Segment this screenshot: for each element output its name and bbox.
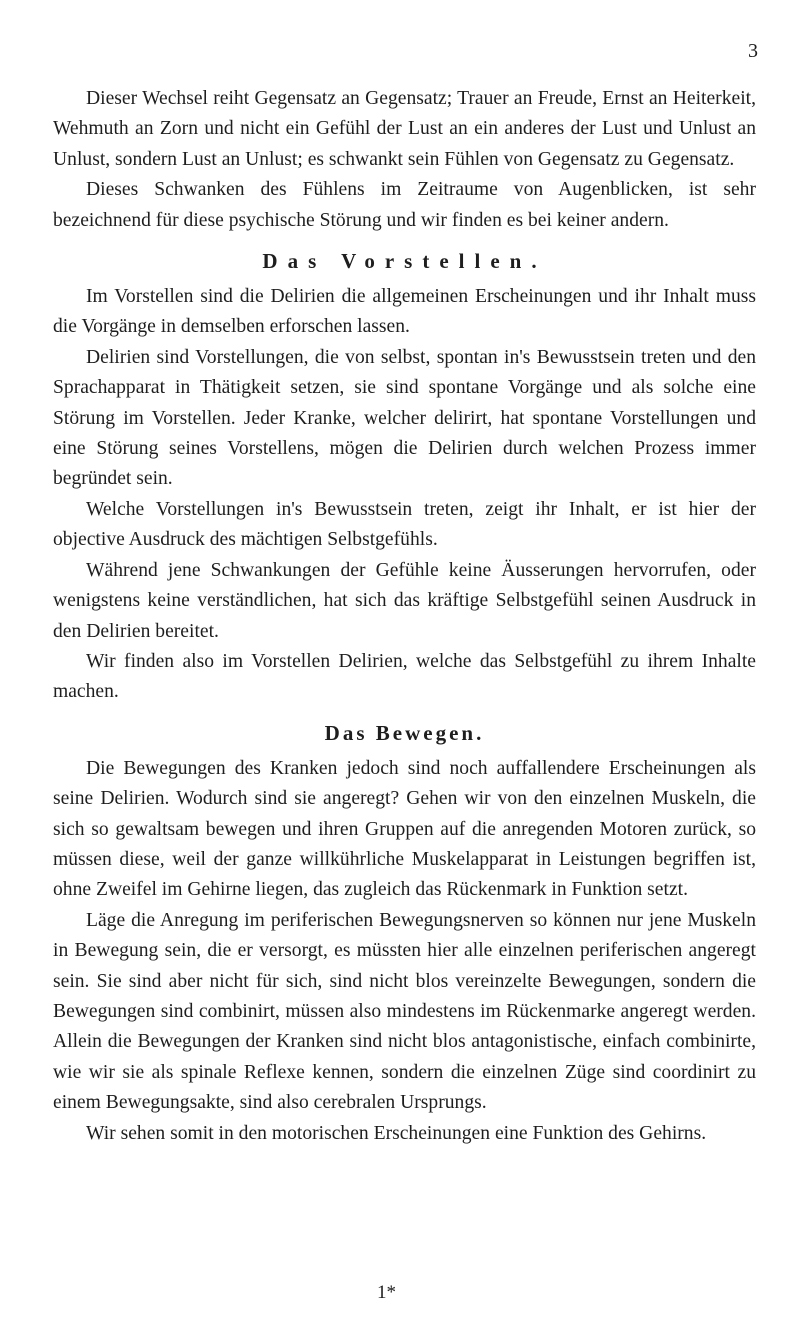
paragraph: Dieses Schwanken des Fühlens im Zeitraume von Augenblicken, ist sehr bezeichnend für diese psychische Störung und wir finden es bei keiner andern.: [53, 179, 756, 231]
paragraph: Welche Vorstellungen in's Bewusstsein treten, zeigt ihr Inhalt, er ist hier der objective Ausdruck des mächtigen Selbstgefühls.: [53, 498, 756, 551]
paragraph: Dieser Wechsel reiht Gegensatz an Gegensatz; Trauer an Freude, Ernst an Heiterkeit, Wehmuth an Zorn und nicht ein Gefühl der Lust an ein anderes der Lust und Unlust an Unlust, sondern Lust an Unlust; es schwankt sein Fühlen von Gegensatz zu Gegensatz.: [53, 88, 756, 170]
paragraph: Wir finden also im Vorstellen Delirien, welche das Selbstgefühl zu ihrem Inhalte machen.: [53, 650, 756, 703]
section-heading-bewegen: Das Bewegen.: [324, 720, 485, 745]
paragraph: Delirien sind Vorstellungen, die von selbst, spontan in's Bewusstsein treten und den Sprachapparat in Thätigkeit setzen, sie sind spontane Vorgänge und als solche eine Störung im Vorstellen. Jeder Kranke, welcher delirirt, hat spontane Vorstellungen und eine Störung seines Vorstellens, mögen die Delirien durch welchen Prozess immer begründet sein.: [53, 346, 756, 490]
paragraph: Im Vorstellen sind die Delirien die allgemeinen Erscheinungen und ihr Inhalt muss die Vorgänge in demselben erforschen lassen.: [53, 286, 756, 338]
signature-mark: 1*: [377, 1282, 396, 1303]
paragraph: Wir sehen somit in den motorischen Erscheinungen eine Funktion des Gehirns.: [86, 1122, 707, 1144]
paragraph: Die Bewegungen des Kranken jedoch sind noch auffallendere Erscheinungen als seine Delirien. Wodurch sind sie angeregt? Gehen wir von den einzelnen Muskeln, die sich so gewaltsam bewegen und ihren Gruppen auf die anregenden Motoren zurück, so müssen diese, weil der ganze willkührliche Muskelapparat in Leistungen begriffen ist, ohne Zweifel im Gehirne liegen, das zugleich das Rückenmark in Funktion setzt.: [53, 757, 756, 901]
page-number: 3: [748, 40, 758, 62]
section-heading-vorstellen: Das Vorstellen.: [262, 249, 547, 274]
paragraph: Läge die Anregung im periferischen Bewegungsnerven so können nur jene Muskeln in Bewegung sein, die er versorgt, es müssten hier alle einzelnen periferischen angeregt sein. Sie sind aber nicht für sich, sind nicht blos vereinzelte Bewegungen, sondern die Bewegungen sind combinirt, müssen also mindestens im Rückenmarke angeregt werden. Allein die Bewegungen der Kranken sind nicht blos antagonistische, einfach combinirte, wie wir sie als spinale Reflexe kennen, sondern die einzelnen Züge sind coordinirt zu einem Bewegungsakte, sind also cerebralen Ursprungs.: [53, 909, 756, 1114]
paragraph: Während jene Schwankungen der Gefühle keine Äusserungen hervorrufen, oder wenigstens keine verständlichen, hat sich das kräftige Selbstgefühl seinen Ausdruck in den Delirien bereitet.: [53, 559, 756, 642]
